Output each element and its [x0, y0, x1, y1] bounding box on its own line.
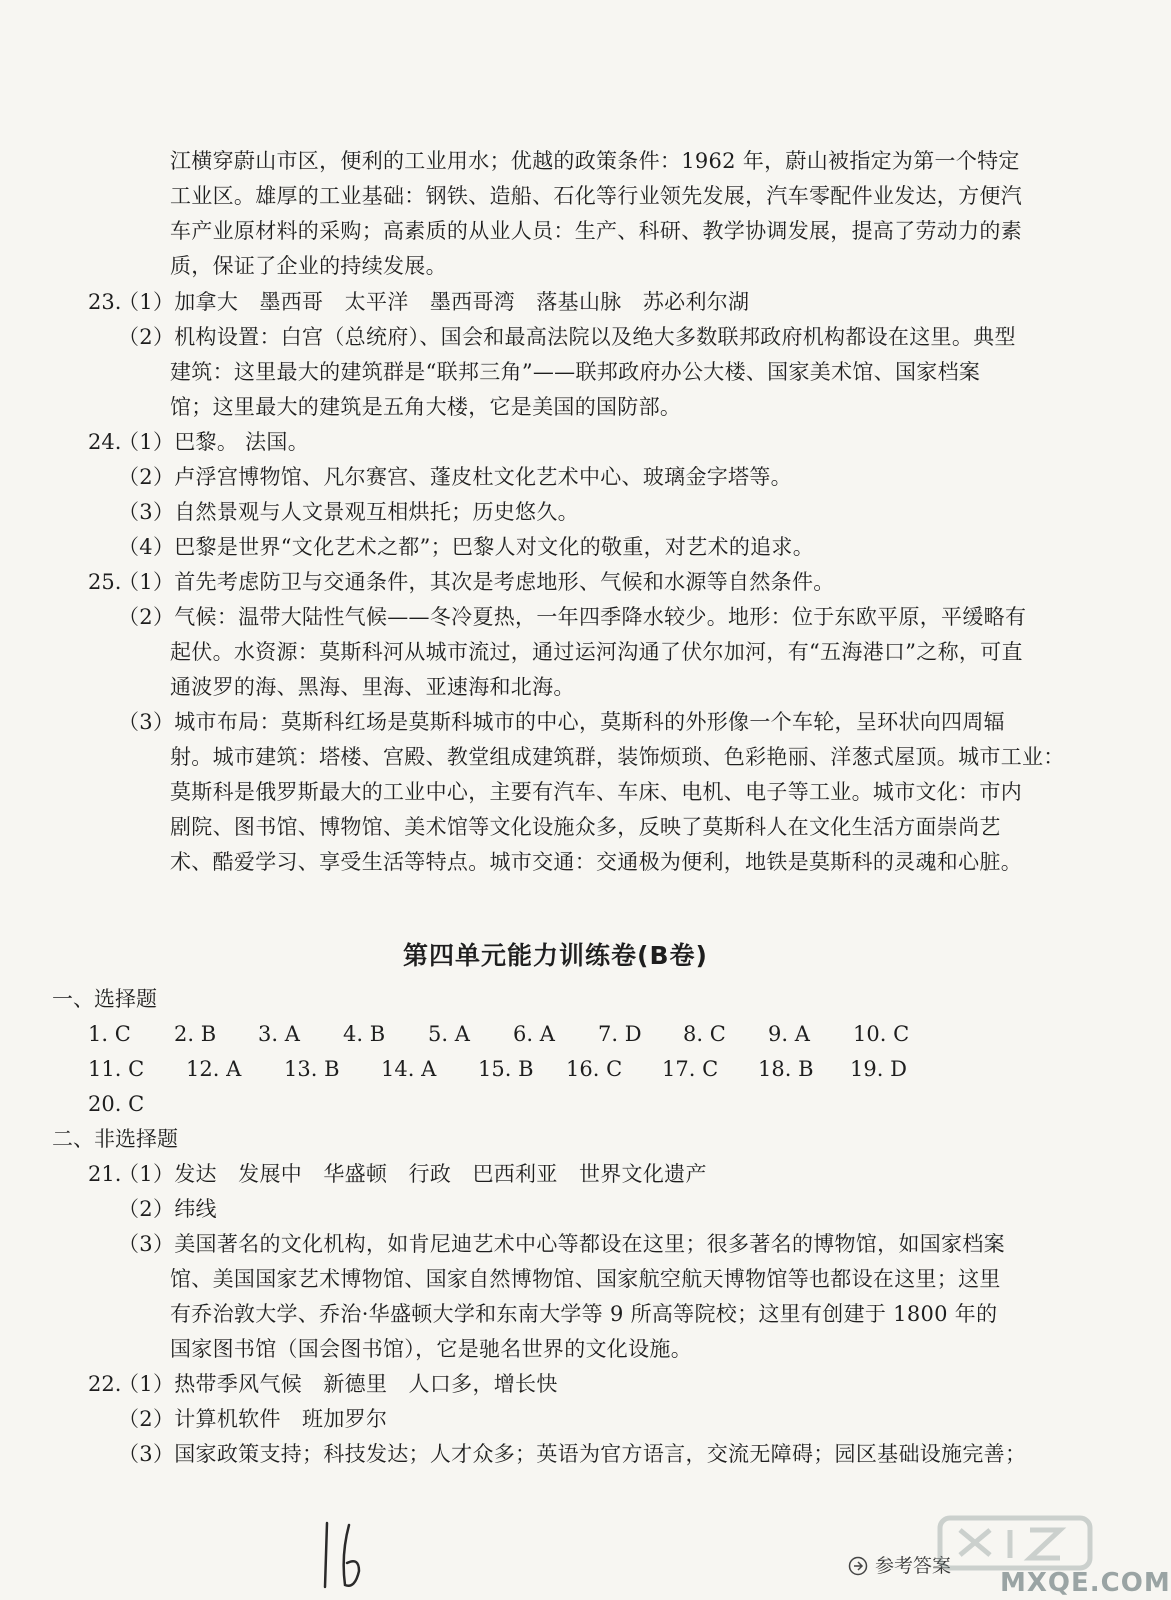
answer-line: 国家图书馆（国会图书馆），它是驰名世界的文化设施。 — [170, 1337, 692, 1361]
mc-answer: 18. B — [758, 1057, 814, 1081]
answer-line: 馆、美国国家艺术博物馆、国家自然博物馆、国家航空航天博物馆等也都设在这里；这里 — [170, 1267, 1001, 1291]
answer-line: 剧院、图书馆、博物馆、美术馆等文化设施众多，反映了莫斯科人在文化生活方面崇尚艺 — [170, 815, 1001, 839]
answer-part: （1）发达 发展中 华盛顿 行政 巴西利亚 世界文化遗产 — [118, 1162, 707, 1186]
mc-answer: 7. D — [598, 1022, 642, 1046]
mc-answer: 13. B — [284, 1057, 340, 1081]
watermark-text: MXQE.COM — [1000, 1568, 1171, 1598]
answer-line: 有乔治敦大学、乔治·华盛顿大学和东南大学等 9 所高等院校；这里有创建于 1800 年的 — [170, 1302, 998, 1326]
answer-part: （3）国家政策支持；科技发达；人才众多；英语为官方语言，交流无障碍；园区基础设施完善； — [118, 1442, 1027, 1466]
mc-answer: 11. C — [88, 1057, 145, 1081]
answer-part: （2）计算机软件 班加罗尔 — [118, 1407, 388, 1431]
answer-line: 建筑：这里最大的建筑群是“联邦三角”——联邦政府办公大楼、国家美术馆、国家档案 — [170, 360, 981, 384]
answer-line: 莫斯科是俄罗斯最大的工业中心，主要有汽车、车床、电机、电子等工业。城市文化：市内 — [170, 780, 1022, 804]
mc-answer: 19. D — [850, 1057, 907, 1081]
part-heading: 二、非选择题 — [52, 1127, 178, 1151]
paragraph-line: 质，保证了企业的持续发展。 — [170, 254, 447, 278]
answer-part: （1）巴黎。 法国。 — [118, 430, 310, 454]
answer-part: （1）热带季风气候 新德里 人口多，增长快 — [118, 1372, 558, 1396]
answer-line: 射。城市建筑：塔楼、宫殿、教堂组成建筑群，装饰烦琐、色彩艳丽、洋葱式屋顶。城市工业： — [170, 745, 1065, 769]
mc-answer: 3. A — [258, 1022, 300, 1046]
mc-answer: 8. C — [683, 1022, 726, 1046]
mc-answer: 14. A — [381, 1057, 437, 1081]
answer-line: 通波罗的海、黑海、里海、亚速海和北海。 — [170, 675, 575, 699]
mc-answer: 1. C — [88, 1022, 131, 1046]
paragraph-line: 江横穿蔚山市区，便利的工业用水；优越的政策条件：1962 年，蔚山被指定为第一个特定 — [170, 149, 1020, 173]
answer-part: （4）巴黎是世界“文化艺术之都”；巴黎人对文化的敬重，对艺术的追求。 — [118, 535, 815, 559]
footer-label: 参考答案 — [875, 1555, 952, 1577]
answer-part: （1）加拿大 墨西哥 太平洋 墨西哥湾 落基山脉 苏必利尔湖 — [118, 290, 750, 314]
answer-part: （2）纬线 — [118, 1197, 217, 1221]
mc-answer: 9. A — [768, 1022, 810, 1046]
answer-part: （2）气候：温带大陆性气候——冬冷夏热，一年四季降水较少。地形：位于东欧平原，平缓略有 — [118, 605, 1027, 629]
paragraph-line: 车产业原材料的采购；高素质的从业人员：生产、科研、教学协调发展，提高了劳动力的素 — [170, 219, 1022, 243]
mc-answer: 4. B — [343, 1022, 386, 1046]
paragraph-line: 工业区。雄厚的工业基础：钢铁、造船、石化等行业领先发展，汽车零配件业发达，方便汽 — [170, 184, 1022, 208]
question-number: 22. — [88, 1372, 122, 1396]
answer-part: （3）美国著名的文化机构，如肯尼迪艺术中心等都设在这里；很多著名的博物馆，如国家档案 — [118, 1232, 1005, 1256]
mc-answer: 5. A — [428, 1022, 470, 1046]
question-number: 23. — [88, 290, 122, 314]
answer-line: 起伏。水资源：莫斯科河从城市流过，通过运河沟通了伏尔加河，有“五海港口”之称，可直 — [170, 640, 1023, 664]
mc-answer: 15. B — [478, 1057, 534, 1081]
mc-answer: 10. C — [853, 1022, 910, 1046]
part-heading: 一、选择题 — [52, 987, 157, 1011]
answer-part: （2）卢浮宫博物馆、凡尔赛宫、蓬皮杜文化艺术中心、玻璃金字塔等。 — [118, 465, 792, 489]
answer-part: （3）自然景观与人文景观互相烘托；历史悠久。 — [118, 500, 579, 524]
handwritten-page-number — [315, 1515, 375, 1595]
answer-line: 馆；这里最大的建筑是五角大楼，它是美国的国防部。 — [170, 395, 682, 419]
answer-part: （3）城市布局：莫斯科红场是莫斯科城市的中心，莫斯科的外形像一个车轮，呈环状向四周辐 — [118, 710, 1005, 734]
mc-answer: 6. A — [513, 1022, 555, 1046]
question-number: 24. — [88, 430, 122, 454]
answer-key-icon — [848, 1556, 868, 1576]
mc-answer: 12. A — [186, 1057, 242, 1081]
question-number: 25. — [88, 570, 122, 594]
section-title: 第四单元能力训练卷(B卷) — [403, 941, 708, 970]
question-number: 21. — [88, 1162, 122, 1186]
answer-part: （1）首先考虑防卫与交通条件，其次是考虑地形、气候和水源等自然条件。 — [118, 570, 835, 594]
mc-answer: 17. C — [662, 1057, 719, 1081]
mc-answer: 20. C — [88, 1092, 145, 1116]
mc-answer: 16. C — [566, 1057, 623, 1081]
answer-line: 术、酷爱学习、享受生活等特点。城市交通：交通极为便利，地铁是莫斯科的灵魂和心脏。 — [170, 850, 1022, 874]
mc-answer: 2. B — [174, 1022, 217, 1046]
answer-part: （2）机构设置：白宫（总统府）、国会和最高法院以及绝大多数联邦政府机构都设在这里。典型 — [118, 325, 1016, 349]
